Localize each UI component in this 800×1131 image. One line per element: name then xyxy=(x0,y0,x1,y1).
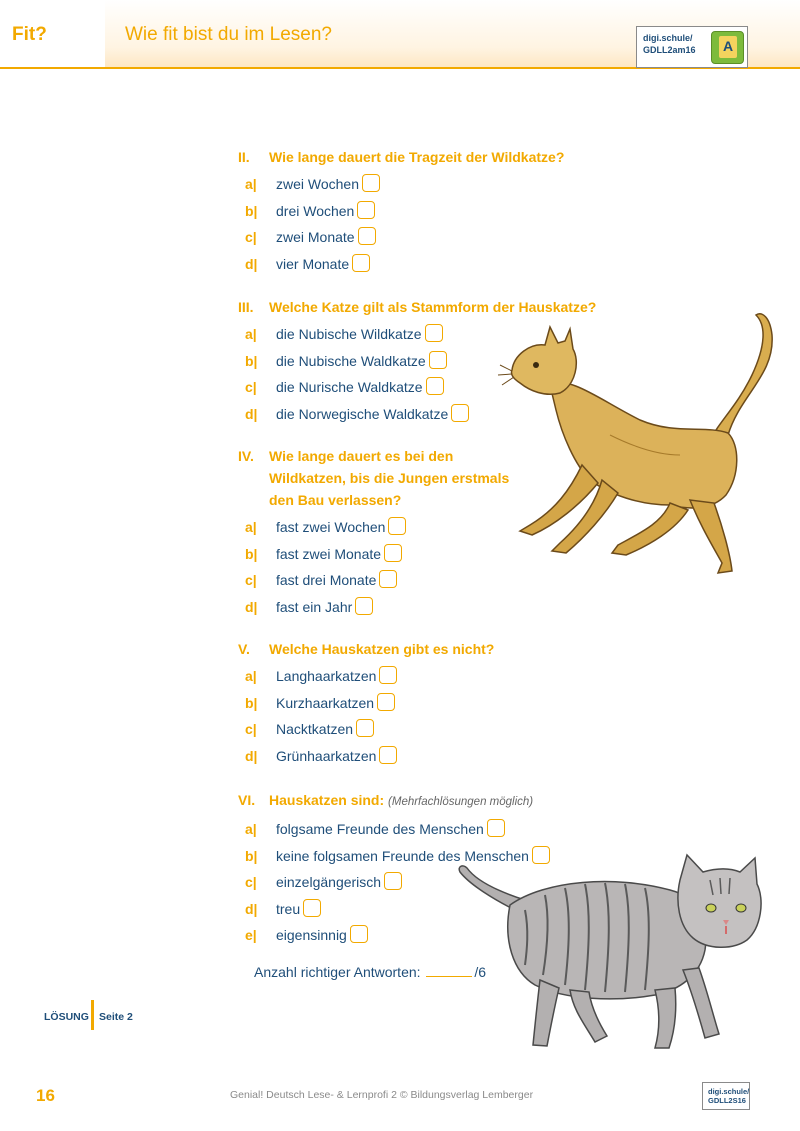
option-letter: c| xyxy=(245,229,257,245)
answer-checkbox[interactable] xyxy=(352,254,370,272)
app-icon-letter: A xyxy=(723,38,734,54)
option-text: fast zwei Wochen xyxy=(276,519,386,535)
option-text: vier Monate xyxy=(276,255,350,272)
question-5 xyxy=(238,638,494,770)
question-number: IV. xyxy=(238,448,254,464)
option-text: Grünhaarkatzen xyxy=(276,747,377,764)
option-text: folgsame Freunde des Menschen xyxy=(276,821,484,837)
solution-page-link[interactable]: Seite 2 xyxy=(99,1011,133,1023)
option-letter: a| xyxy=(245,821,257,837)
answer-option xyxy=(238,252,564,279)
answer-option xyxy=(238,199,564,226)
answer-checkbox[interactable] xyxy=(355,597,373,615)
answer-option xyxy=(238,595,509,622)
option-letter: b| xyxy=(245,202,258,219)
option-text: die Nurische Waldkatze xyxy=(276,379,423,395)
answer-checkbox[interactable] xyxy=(425,324,443,342)
option-text: Kurzhaarkatzen xyxy=(276,694,375,711)
answer-checkbox[interactable] xyxy=(379,570,397,588)
answer-option xyxy=(238,691,494,718)
option-text: fast zwei Monate xyxy=(276,545,382,562)
option-letter: d| xyxy=(245,598,258,615)
answer-checkbox[interactable] xyxy=(356,719,374,737)
answer-checkbox[interactable] xyxy=(350,925,368,943)
option-text: zwei Wochen xyxy=(276,176,360,192)
wildcat-illustration xyxy=(490,305,790,585)
question-text: Welche Katze gilt als Stammform der Hauskatze? xyxy=(269,299,597,315)
tabby-cat-illustration xyxy=(455,850,785,1055)
question-text-line: Wildkatzen, bis die Jungen erstmals xyxy=(269,470,510,486)
question-text: Hauskatzen sind: xyxy=(269,792,385,808)
option-letter: a| xyxy=(245,519,257,535)
question-number: VI. xyxy=(238,792,256,808)
option-letter: d| xyxy=(245,255,258,272)
page-header xyxy=(0,0,800,68)
answer-checkbox[interactable] xyxy=(357,201,375,219)
option-text: Nacktkatzen xyxy=(276,721,354,737)
answer-option xyxy=(238,717,494,744)
app-icon-card xyxy=(719,36,737,58)
option-letter: a| xyxy=(245,326,257,342)
answer-checkbox[interactable] xyxy=(358,227,376,245)
option-letter: b| xyxy=(245,352,258,369)
score-label: Anzahl richtiger Antworten: xyxy=(254,964,421,980)
option-letter: d| xyxy=(245,747,258,764)
option-text: fast drei Monate xyxy=(276,572,377,588)
solution-label: LÖSUNG xyxy=(44,1011,89,1023)
question-number: II. xyxy=(238,149,250,165)
question-text-line: Wie lange dauert es bei den xyxy=(269,448,454,464)
question-number: V. xyxy=(238,641,250,657)
option-text: fast ein Jahr xyxy=(276,598,353,615)
answer-checkbox[interactable] xyxy=(377,693,395,711)
option-text: einzelgängerisch xyxy=(276,874,382,890)
question-text: Wie lange dauert die Tragzeit der Wildkatze? xyxy=(269,149,565,165)
answer-option xyxy=(238,172,564,199)
question-heading xyxy=(238,146,564,168)
question-heading xyxy=(238,638,494,660)
option-letter: d| xyxy=(245,900,258,917)
option-letter: c| xyxy=(245,572,257,588)
digi-line-2: GDLL2am16 xyxy=(643,45,696,55)
option-letter: d| xyxy=(245,405,258,422)
answer-checkbox[interactable] xyxy=(426,377,444,395)
answer-option xyxy=(238,515,509,542)
app-icon xyxy=(711,31,744,64)
option-text: drei Wochen xyxy=(276,202,355,219)
digi-schule-code xyxy=(643,32,696,56)
answer-option xyxy=(238,817,533,844)
question-note: (Mehrfachlösungen möglich) xyxy=(388,796,534,808)
answer-checkbox[interactable] xyxy=(303,899,321,917)
digi-schule-footer-link[interactable] xyxy=(702,1082,750,1110)
option-letter: a| xyxy=(245,176,257,192)
answer-option xyxy=(238,542,509,569)
answer-option xyxy=(238,225,564,252)
option-letter: b| xyxy=(245,545,258,562)
option-letter: e| xyxy=(245,927,257,943)
option-letter: c| xyxy=(245,379,257,395)
option-text: Langhaarkatzen xyxy=(276,668,377,684)
answer-checkbox[interactable] xyxy=(487,819,505,837)
option-letter: b| xyxy=(245,694,258,711)
option-text: die Nubische Waldkatze xyxy=(276,352,426,369)
question-4 xyxy=(238,445,509,621)
answer-checkbox[interactable] xyxy=(388,517,406,535)
question-2 xyxy=(238,146,564,278)
digi-schule-link[interactable] xyxy=(636,26,748,68)
answer-checkbox[interactable] xyxy=(379,666,397,684)
page-title: Wie fit bist du im Lesen? xyxy=(125,24,332,45)
answer-checkbox[interactable] xyxy=(384,872,402,890)
question-number: III. xyxy=(238,299,254,315)
option-letter: c| xyxy=(245,874,257,890)
answer-checkbox[interactable] xyxy=(379,746,397,764)
digi-line-1: digi.schule/ xyxy=(643,33,693,43)
footer-digi-line-1: digi.schule/ xyxy=(708,1087,750,1096)
option-letter: a| xyxy=(245,668,257,684)
option-text: die Norwegische Waldkatze xyxy=(276,405,449,422)
answer-checkbox[interactable] xyxy=(429,351,447,369)
option-text: die Nubische Wildkatze xyxy=(276,326,422,342)
score-line xyxy=(254,964,486,980)
answer-option xyxy=(238,568,509,595)
option-text: keine folgsamen Freunde des Menschen xyxy=(276,847,529,864)
footer-copyright: Genial! Deutsch Lese- & Lernprofi 2 © Bildungsverlag Lemberger xyxy=(230,1089,534,1101)
answer-checkbox[interactable] xyxy=(362,174,380,192)
score-total: /6 xyxy=(474,964,487,980)
question-text-line: den Bau verlassen? xyxy=(269,492,402,508)
footer-digi-line-2: GDLL2S16 xyxy=(708,1096,746,1105)
answer-checkbox[interactable] xyxy=(384,544,402,562)
page-number: 16 xyxy=(36,1086,55,1105)
answer-option xyxy=(238,664,494,691)
solution-divider xyxy=(91,1000,94,1030)
answer-checkbox[interactable] xyxy=(451,404,469,422)
option-text: eigensinnig xyxy=(276,927,347,943)
question-heading xyxy=(238,445,509,511)
question-heading xyxy=(238,789,533,813)
question-text: Welche Hauskatzen gibt es nicht? xyxy=(269,641,495,657)
option-text: treu xyxy=(276,900,301,917)
section-label: Fit? xyxy=(12,24,47,45)
option-letter: b| xyxy=(245,847,258,864)
option-letter: c| xyxy=(245,721,257,737)
option-text: zwei Monate xyxy=(276,229,355,245)
answer-option xyxy=(238,744,494,771)
